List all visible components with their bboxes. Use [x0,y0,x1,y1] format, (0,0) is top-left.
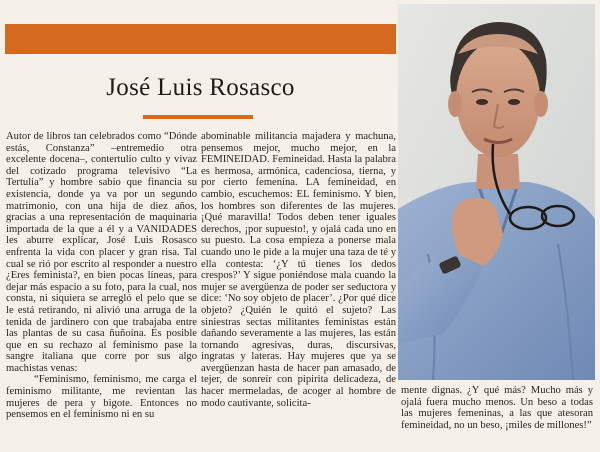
article-title: José Luis Rosasco [106,74,295,101]
intro-paragraph: Autor de libros tan celebrados como “Dónde estás, Constanza” –entremedio otra excelente docena–, contertulio culto y vivaz del cotizado programa televisivo “La Tertulia” y hombre sabio que financia su existencia, donde ya va por un segundo matrimonio, con una hija de diez años, gracias a una representación de maquinaria importada de la que a él y a VANIDADES les aburre explicar, José Luis Rosasco enfrenta la vida con placer y gran risa. Tal cual se rió por escrito al responder a nuestro ¿Eres feminista?, en bien pocas líneas, para dejar más espacio a su foto, para la cual, nos consta, ni siquiera se arregló el pelo que se le está retirando, ni alivió una arruga de la tenida de jardinero con que trabajaba entre las plantas de su casa ñuñoína. Es posible que en su rechazo al feminismo pase la sangre italiana que corre por sus algo machistas venas: [6,131,197,374]
column-2-paragraph: abominable militancia majadera y machuna, pensemos mejor, mucho mejor, en la FEMINEIDAD. Femineidad. Hasta la palabra es hermosa, armónica, cadenciosa, tierna, y por cierto femenina. LA femineidad, en cambio, escuchemos: EL feminismo. Y bien, los hombres son diferentes de las mujeres. ¡Qué maravilla! Todos deben tener iguales derechos, ¡por supuesto!, y ojalá cada uno en su puesto. La cosa empieza a ponerse mala cuando uno le pide a la mujer una taza de té y ella contesta: ‘¿Y tú tienes los dedos crespos?’ Y sigue poniéndose mala cuando la mujer se avergüenza de poder ser seductora y dice: ‘No soy objeto de placer’. ¿Por qué dice objeto? ¿Quién le quitó el sujeto? Las siniestras sectas militantes feministas están dañando severamente a las mujeres, las están tornando agresivas, duras, discursivas, ingratas y lateras. Hay mujeres que ya se avergüenzan hasta de hacer pan amasado, de tejer, de sonreír con pipirita delicadeza, de hacer mermeladas, de acoger al hombre de modo cautivante, solicita- [201,131,396,409]
quote-paragraph: “Feminismo, feminismo, me carga el feminismo militante, me revientan las mujeres de pera y bigote. Entonces no pensemos en el feminismo ni en su [6,374,197,421]
portrait-photo [398,4,595,380]
title-underline [143,115,253,119]
article-continuation: mente dignas. ¿Y qué más? Mucho más y ojalá fuera mucho menos. Un beso a todas las mujeres femeninas, a las que atesoran femineidad, no un beso, ¡miles de millones!” [401,385,593,431]
article-column-1 [6,131,197,421]
orange-header-bar [5,24,396,54]
article-column-2 [201,131,396,409]
